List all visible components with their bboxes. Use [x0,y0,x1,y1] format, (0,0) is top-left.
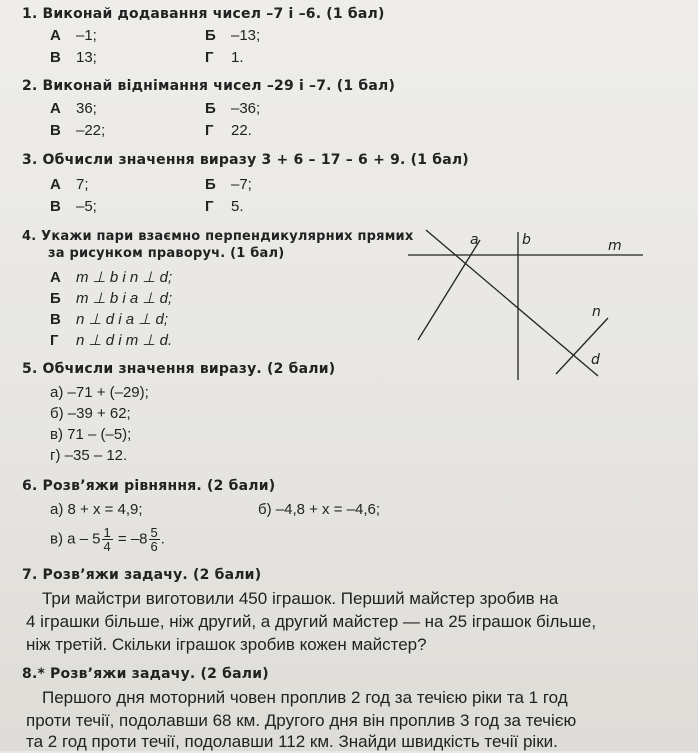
q5-item-d: г) –35 – 12. [50,447,128,464]
line-n [556,318,608,374]
q7-line3: ніж третій. Скільки іграшок зробив кожен майстер? [26,635,427,654]
label-d: d [591,352,600,368]
q3-option-b: Б –7; [205,176,252,193]
q1-option-c: В 13; [50,49,97,66]
q5-item-a: а) –71 + (–29); [50,384,149,401]
q6-equation-c: в) a – 5 $\frac{1}{4}$ = –8 $\frac{5}{6}$ . [50,525,165,554]
q5-title: 5. Обчисли значення виразу. (2 бали) [22,361,336,377]
label-m: m [608,238,622,254]
q7-line2: 4 іграшки більше, ніж другий, а другий майстер — на 25 іграшок більше, [26,612,597,631]
q4-option-b: Б m ⊥ b і a ⊥ d; [50,290,173,307]
q3-title: 3. Обчисли значення виразу 3 + 6 – 17 – 6 + 9. (1 бал) [22,152,469,168]
perpendicular-lines-figure [408,222,648,382]
q2-title: 2. Виконай віднімання чисел –29 і –7. (1 бал) [22,78,396,94]
q2-option-c: В –22; [50,122,106,139]
q8-title: 8.* Розв’яжи задачу. (2 бали) [22,666,269,682]
q8-line1: Першого дня моторний човен проплив 2 год за течією ріки та 1 год [42,688,568,707]
q1-title: 1. Виконай додавання чисел –7 і –6. (1 бал) [22,6,385,22]
q7-line1: Три майстри виготовили 450 іграшок. Перший майстер зробив на [42,589,559,608]
q4-option-c: В n ⊥ d і a ⊥ d; [50,311,169,328]
q4-title-line2: за рисунком праворуч. (1 бал) [48,246,285,261]
label-b: b [522,232,531,248]
line-d [426,230,598,376]
q4-option-d: Г n ⊥ d і m ⊥ d. [50,332,173,349]
q1-option-d: Г 1. [205,49,244,66]
q4-title-line1: 4. Укажи пари взаємно перпендикулярних прямих [22,229,414,244]
label-n: n [592,304,601,320]
q5-item-c: в) 71 – (–5); [50,426,132,443]
q3-option-a: А 7; [50,176,89,193]
q7-title: 7. Розв’яжи задачу. (2 бали) [22,567,262,583]
q4-option-a: А m ⊥ b і n ⊥ d; [50,269,173,286]
q2-option-a: А 36; [50,100,97,117]
fraction-1-4: $\frac{1}{4}$ [103,525,111,554]
q8-line2: проти течії, подолавши 68 км. Другого дня він проплив 3 год за течією [26,711,577,730]
q3-option-c: В –5; [50,198,97,215]
q6-equation-a: а) 8 + x = 4,9; [50,501,143,518]
q6-title: 6. Розв’яжи рівняння. (2 бали) [22,478,276,494]
q8-line3: та 2 год проти течії, подолавши 112 км. Знайди швидкість течії ріки. [26,732,558,751]
q5-item-b: б) –39 + 62; [50,405,131,422]
fraction-5-6: $\frac{5}{6}$ [150,525,158,554]
label-a: a [470,232,479,248]
q3-option-d: Г 5. [205,198,244,215]
q6-equation-b: б) –4,8 + x = –4,6; [258,501,380,518]
q2-option-b: Б –36; [205,100,261,117]
q2-option-d: Г 22. [205,122,252,139]
q1-option-b: Б –13; [205,27,261,44]
q1-option-a: А –1; [50,27,97,44]
